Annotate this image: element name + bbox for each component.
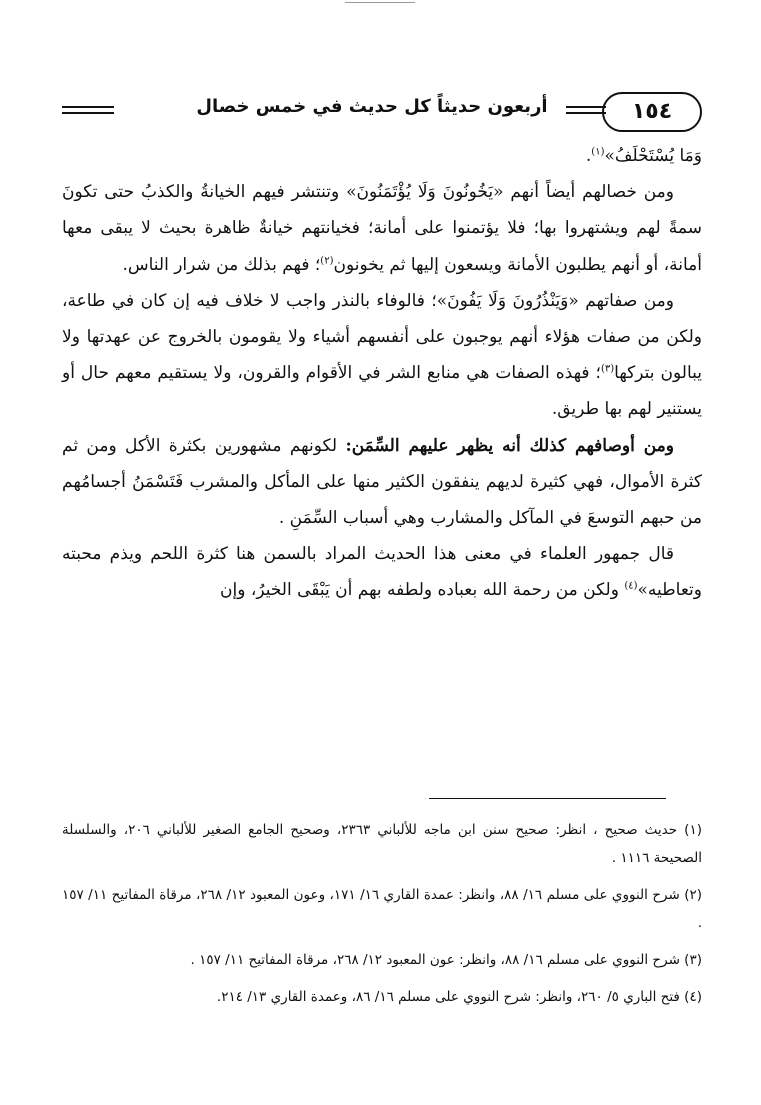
paragraph-1-end: ؛ فهم بذلك من شرار الناس.: [122, 254, 321, 275]
footnote-2: (٢) شرح النووي على مسلم ١٦/ ٨٨، وانظر: عمدة القاري ١٦/ ١٧١، وعون المعبود ١٢/ ٢٦٨، مرقاة المفاتيح ١١/ ١٥٧ .: [62, 887, 703, 931]
paragraph-3-text: لكونهم مشهورين بكثرة الأكل ومن ثم كثرة الأموال، فهي كثيرة لديهم ينفقون الكثير منها على المأكل والمشرب فَتَسْمَنُ أجسامُهم من حبهم التوسعَ في المآكل والمشارب وهي أسباب السِّمَنِ .: [62, 435, 702, 529]
top-divider: [345, 2, 415, 3]
paragraph-0: [62, 138, 702, 174]
paragraph-3: [62, 428, 702, 537]
paragraph-4: [62, 536, 702, 608]
header-rule-right: [566, 106, 606, 114]
paragraph-2: [62, 283, 702, 428]
paragraph-2-text: ومن صفاتهم «وَيَنْذُرُونَ وَلَا يَفُونَ»؛ فالوفاء بالنذر واجب لا خلاف فيه إن كان في طاعة، ولكن من صفات هؤلاء أنهم يوجبون على أنفسهم أشياء ولا يقومون بالخروج عن عهدتها ولا يبالون بتركها: [62, 290, 702, 384]
paragraph-0-text: وَمَا يُسْتَحْلَفُ»: [604, 146, 702, 166]
page-number: ١٥٤: [602, 92, 702, 132]
footnote-4: (٤) فتح الباري ٥/ ٢٦٠، وانظر: شرح النووي على مسلم ١٦/ ٨٦، وعمدة القاري ١٣/ ٢١٤.: [216, 989, 702, 1005]
footnote-divider: [429, 798, 666, 799]
paragraph-1-text: ومن خصالهم أيضاً أنهم «يَخُونُونَ وَلَا يُؤْتَمَنُونَ» وتنتشر فيهم الخيانةُ والكذبُ حتى تكونَ سمةً لهم ويشتهروا بها؛ فلا يؤتمنوا على أمانة؛ فخيانتهم خيانةٌ ظاهرة بحيث لا يبقى معها أمانة، أو أنهم يطلبون الأمانة ويسعون إليها ثم يخونون: [62, 182, 702, 275]
main-text: [62, 138, 702, 609]
header-rule-left: [62, 106, 114, 114]
footnote-3: (٣) شرح النووي على مسلم ١٦/ ٨٨، وانظر: عون المعبود ١٢/ ٢٦٨، مرقاة المفاتيح ١١/ ١٥٧ .: [190, 952, 702, 968]
paragraph-4-text: قال جمهور العلماء في معنى هذا الحديث المراد بالسمن هنا كثرة اللحم ويذم محبته وتعاطيه»: [62, 544, 702, 601]
paragraph-1: [62, 174, 702, 283]
paragraph-0-end: .: [585, 146, 592, 166]
footnote-ref-4: (٤): [624, 580, 638, 592]
footnote-ref-2: (٢): [320, 254, 334, 266]
footnote-1: (١) حديث صحيح ، انظر: صحيح سنن ابن ماجه للألباني ٢٣٦٣، وصحيح الجامع الصغير للألباني ٢٠٦، والسلسلة الصحيحة ١١١٦ .: [62, 822, 702, 866]
book-title: أربعون حديثاً كل حديث في خمس خصال: [196, 96, 548, 117]
paragraph-2-end: ؛ فهذه الصفات هي منابع الشر في الأقوام والقرون، ولا يستقيم معهم حال أو يستنير لهم بها طريق.: [62, 363, 702, 420]
footnote-ref-1: (١): [591, 146, 605, 158]
footnote-ref-3: (٣): [600, 363, 615, 375]
running-header: [62, 92, 702, 132]
paragraph-4-end: ولكن من رحمة الله بعباده ولطفه بهم أن يَبْقَى الخيرُ، وإن: [220, 580, 625, 601]
footnotes: [62, 816, 702, 1020]
paragraph-3-heading: ومن أوصافهم كذلك أنه يظهر عليهم السِّمَن:: [345, 435, 674, 456]
